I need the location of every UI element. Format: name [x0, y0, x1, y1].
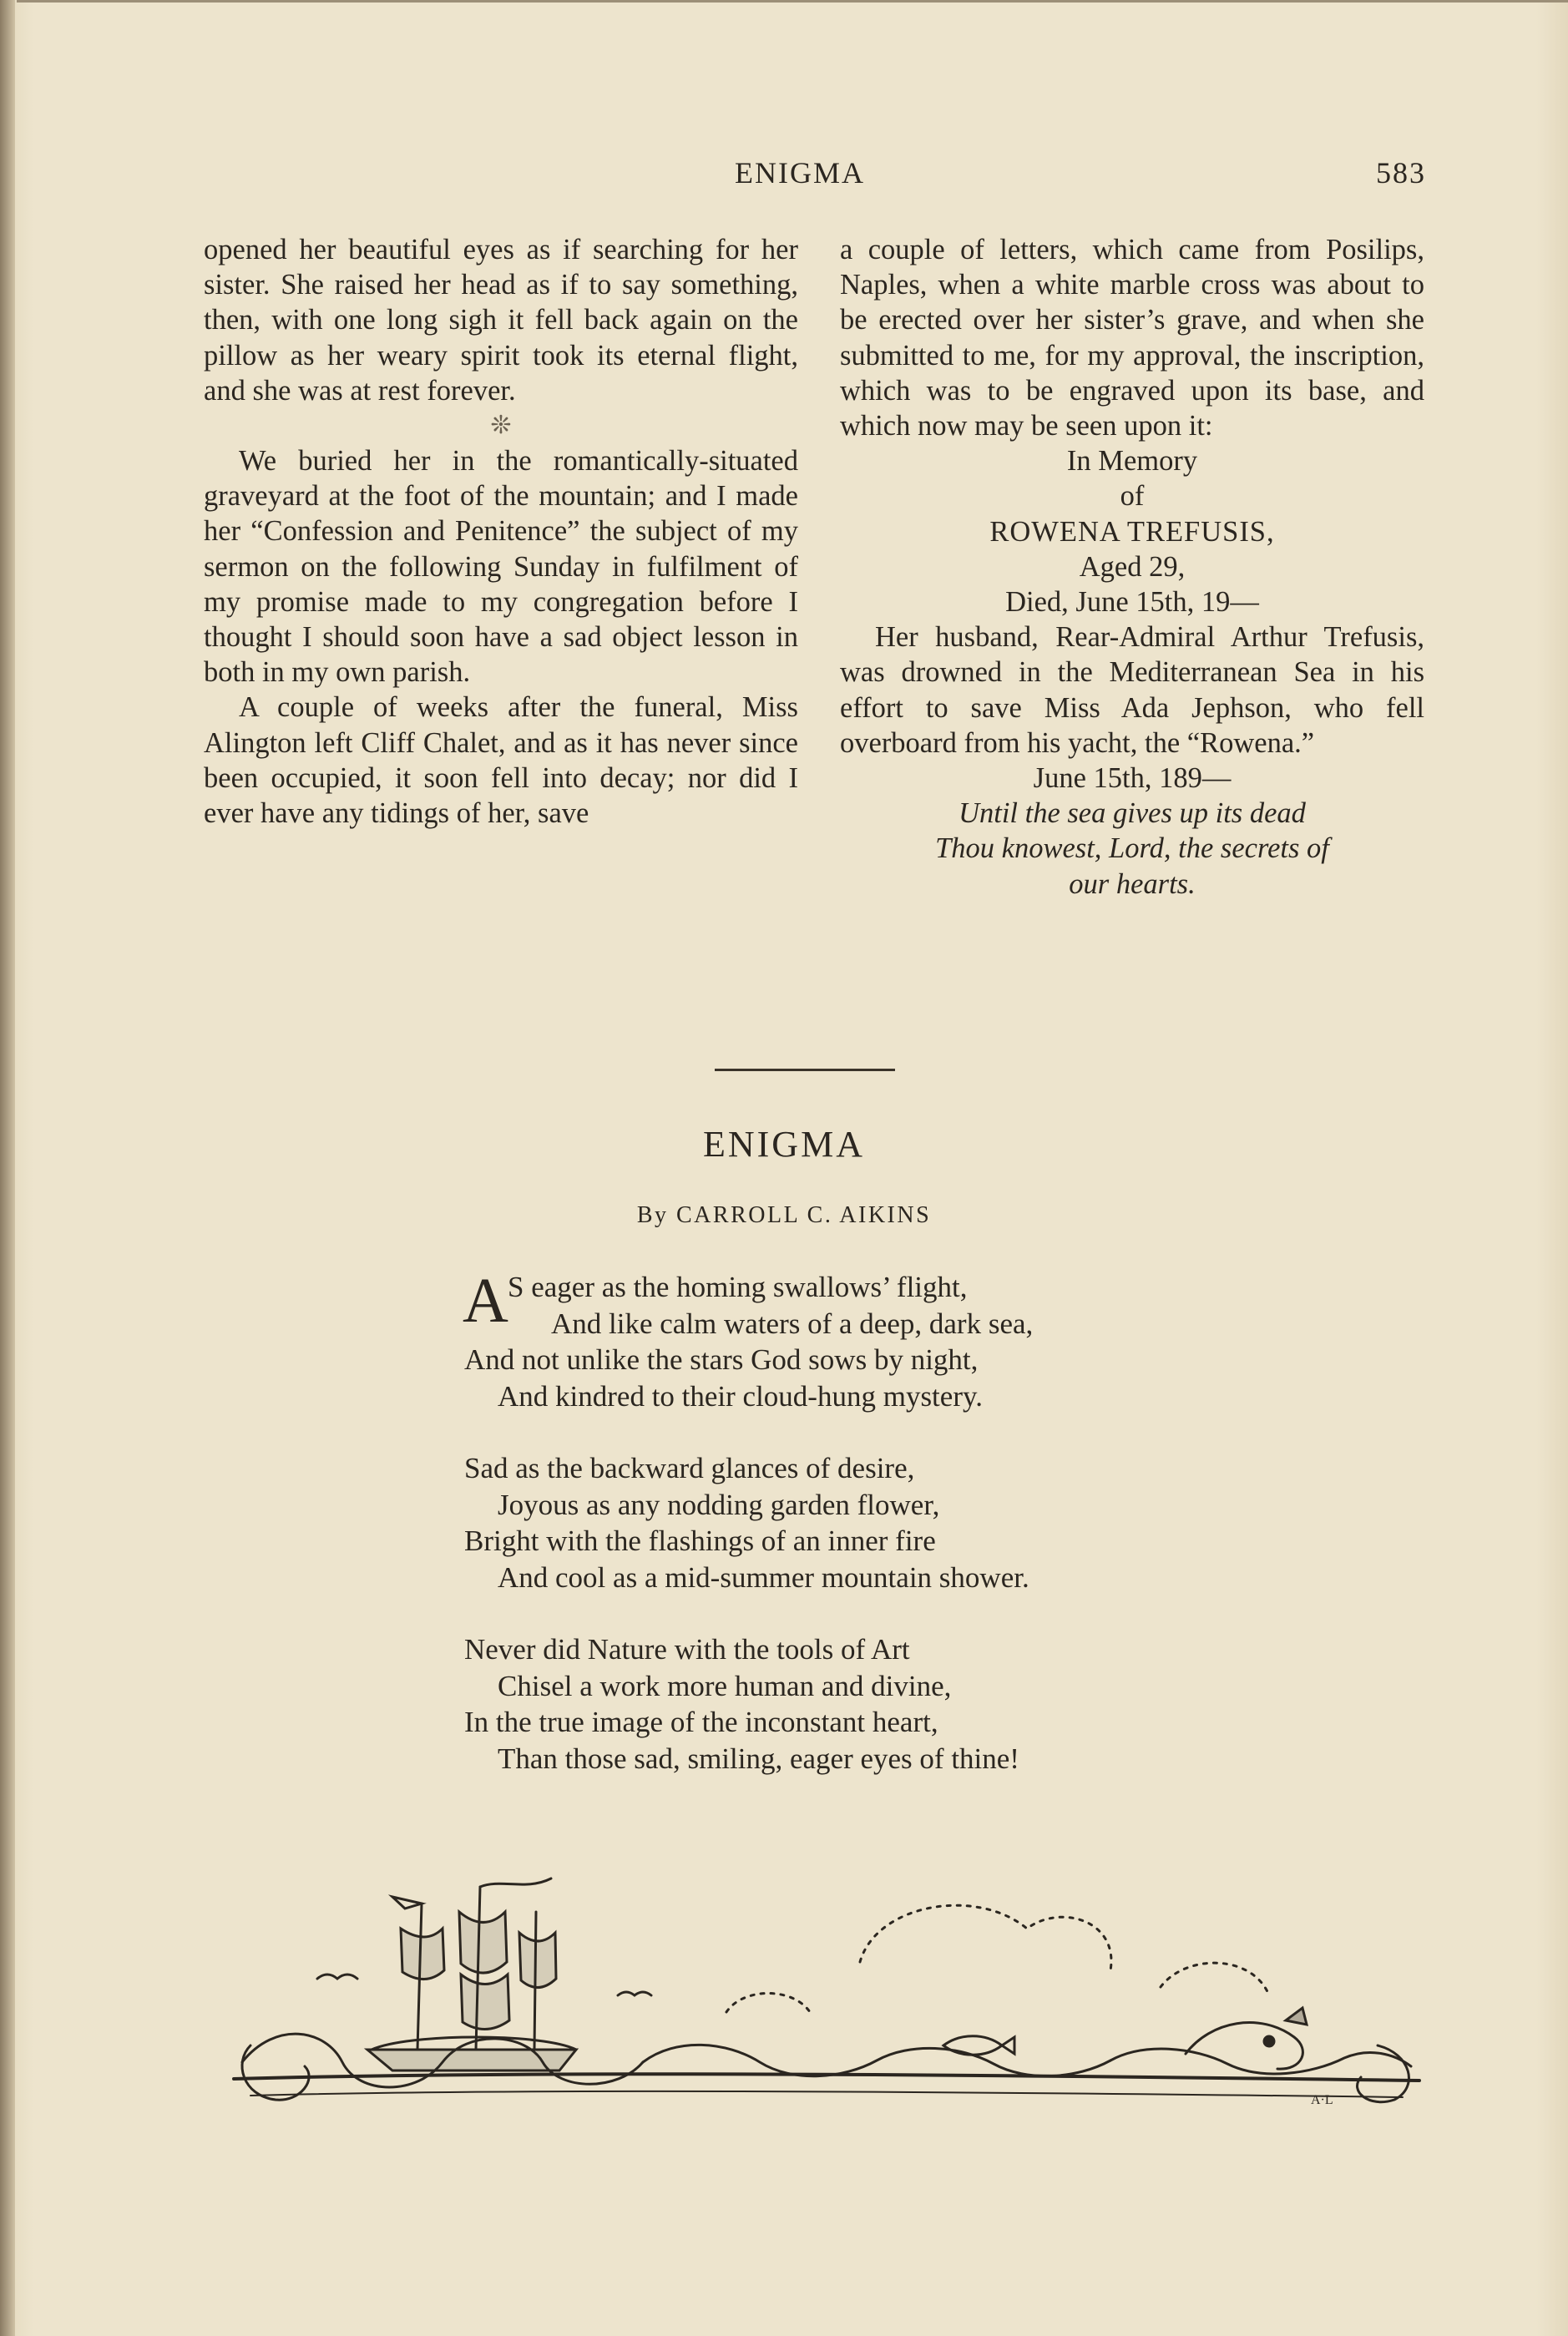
paragraph: opened her beautiful eyes as if searching for her sister. She raised her head as if to say something, then, with one long sigh it fell back again on the pillow as her weary spirit took its eternal flight, and she was at rest forever. [204, 234, 798, 407]
inscription-line: In Memory [1066, 445, 1198, 478]
poem-line: Joyous as any nodding garden flower, [498, 1488, 940, 1521]
epitaph-line: Thou knowest, Lord, the secrets of [935, 832, 1329, 865]
epitaph-line: our hearts. [1069, 867, 1196, 900]
left-column [204, 232, 798, 831]
poem-line: Sad as the backward glances of desire, [464, 1452, 915, 1484]
paragraph: a couple of letters, which came from Posilips, Naples, when a white marble cross was about to be erected over her sister’s grave, and when she submitted to me, for my approval, the inscription, which was to be engraved upon its base, and which now may be seen upon it: [840, 234, 1424, 442]
inscription-line: Died, June 15th, 19— [1005, 586, 1259, 619]
paragraph: We buried her in the romantically-situated graveyard at the foot of the mountain; and I made her “Confession and Penitence” the subject of my sermon on the following Sunday in fulfilment of my promise made to my congregation before I thought I should soon have a sad object lesson in both in my own parish. [204, 445, 798, 689]
right-column [840, 232, 1424, 902]
poem-line: Bright with the flashings of an inner fire [464, 1524, 936, 1557]
paragraph: Her husband, Rear-Admiral Arthur Trefusis, was drowned in the Mediterranean Sea in his effort to save Miss Ada Jephson, who fell overboard from his yacht, the “Rowena.” [840, 621, 1424, 759]
poem-line: Chisel a work more human and divine, [498, 1669, 952, 1702]
ornament-signature: A·L [1311, 2093, 1333, 2107]
stanza [464, 1450, 1299, 1595]
poem [463, 1266, 1299, 1813]
article-divider [715, 1069, 895, 1071]
page-top-edge [17, 0, 1568, 3]
binding-shadow [0, 0, 15, 2336]
poem-line: And kindred to their cloud-hung mystery. [498, 1379, 983, 1413]
epitaph-line: Until the sea gives up its dead [959, 797, 1306, 830]
poem-line: And like calm waters of a deep, dark sea, [551, 1307, 1034, 1340]
poem-line: In the true image of the inconstant heart, [464, 1706, 938, 1738]
poem-line: And cool as a mid-summer mountain shower. [498, 1560, 1029, 1594]
inscription-line: Aged 29, [1079, 550, 1186, 583]
drop-cap: A [463, 1266, 508, 1336]
poem-line: And not unlike the stars God sows by night, [464, 1343, 979, 1376]
stanza [463, 1266, 1299, 1414]
poem-line: S eager as the homing swallows’ flight, [508, 1271, 968, 1303]
running-head-title: ENIGMA [735, 156, 865, 190]
article-title: ENIGMA [703, 1124, 865, 1165]
inscription-date: June 15th, 189— [1033, 762, 1232, 795]
epitaph [840, 796, 1424, 902]
byline: By CARROLL C. AIKINS [636, 1202, 932, 1228]
inscription-line: of [1120, 480, 1145, 513]
inscription [840, 443, 1424, 619]
ship-sea-ornament-icon [225, 1853, 1428, 2121]
paragraph: A couple of weeks after the funeral, Miss Alington left Cliff Chalet, and as it has never since been occupied, it soon fell into decay; nor did I ever have any tidings of her, save [204, 691, 798, 830]
poem-line: Never did Nature with the tools of Art [464, 1633, 910, 1666]
inscription-line: ROWENA TREFUSIS, [989, 515, 1275, 548]
page-number: 583 [1376, 156, 1426, 190]
section-separator: ❊ [490, 412, 512, 440]
poem-line: Than those sad, smiling, eager eyes of thine! [498, 1742, 1019, 1775]
stanza [464, 1631, 1299, 1777]
